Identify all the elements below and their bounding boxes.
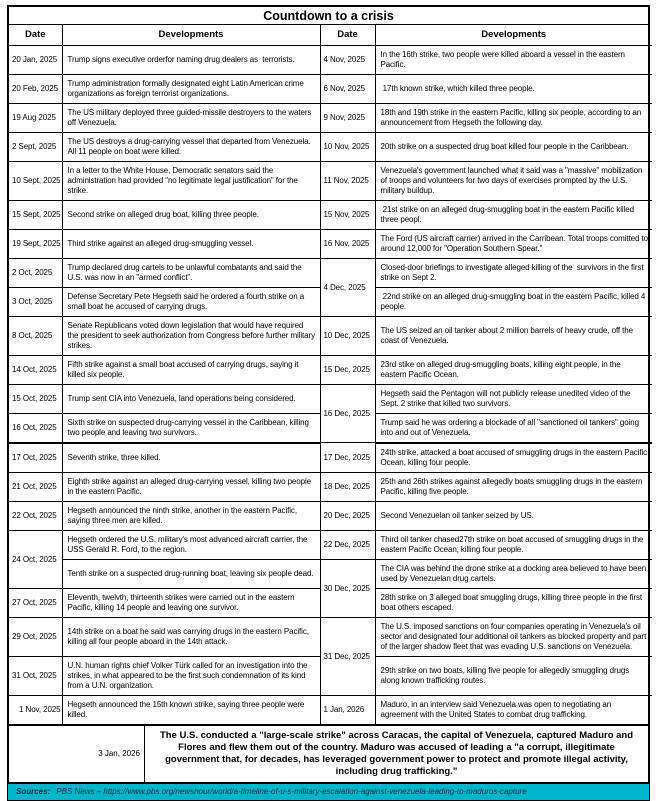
development-cell: In the 16th strike, two people were killed aboard a vessel in the eastern Pacific. (375, 45, 652, 74)
sources-text: PBS News – https://www.pbs.org/newshour/world/a-timeline-of-u-s-military-escalation-against-venezuela-leading-to-maduros-capture (56, 786, 527, 796)
date-cell: 1 Jan, 2026 (320, 695, 375, 724)
final-summary-text: The U.S. conducted a "large-scale strike" across Caracas, the capital of Venezuela, captured Maduro and Flores and flew them out of the country. Maduro was accused of leading a "a corrupt, illegitimate government that, for decades, has leveraged government power to protect and promote illegal activity, including drug trafficking." (159, 729, 636, 777)
timeline-row (9, 617, 652, 656)
date-cell: 3 Jan, 2026 (9, 726, 145, 782)
development-cell: Senate Republicans voted down legislation that would have required the president to seek authorization from Congress before further military strikes. (62, 316, 320, 355)
date-cell: 15 Nov, 2025 (320, 200, 375, 229)
date-cell: 29 Oct, 2025 (9, 617, 62, 656)
date-cell: 4 Nov, 2025 (320, 45, 375, 74)
development-cell: Defense Secretary Pete Hegseth said he ordered a fourth strike on a small boat he accused of carrying drugs. (62, 287, 320, 316)
development-cell: The US military deployed three guided-missile destroyers to the waters off Venezuela. (62, 103, 320, 132)
development-cell: Seventh strike, three killed. (62, 443, 320, 473)
timeline-table (7, 5, 650, 784)
column-header-developments-right: Developments (375, 25, 652, 45)
development-cell: 29th strike on two boats, killing five people for allegedly smuggling drugs along known trafficking routes. (375, 656, 652, 695)
timeline-row (9, 229, 652, 258)
date-cell: 9 Nov, 2025 (320, 103, 375, 132)
development-cell: 21st strike on an alleged drug-smuggling boat in the eastern Pacific killed three peopl. (375, 200, 652, 229)
timeline-body (9, 45, 652, 724)
timeline-row (9, 45, 652, 74)
development-cell: Eleventh, twelvth, thirteenth strikes were carried out in the eastern Pacific, killing 14 people and leaving one survivor. (62, 588, 320, 617)
timeline-grid (9, 25, 652, 724)
date-cell: 8 Oct, 2025 (9, 316, 62, 355)
development-cell: Hegseth announced the 15th known strike, saying three people were killed. (62, 695, 320, 724)
development-cell: In a letter to the White House, Democratic senators said the administration had provided "no legitimate legal justification" for the strike. (62, 161, 320, 200)
development-cell: The US destroys a drug-carrying vessel that departed from Venezuela. All 11 people on boat were killed. (62, 132, 320, 161)
development-cell: U.N. human rights chief Volker Türk called for an investigation into the strikes, in what appeared to be the first such condemnation of its kind from a U.N. organization. (62, 656, 320, 695)
timeline-row (9, 200, 652, 229)
date-cell: 15 Sept, 2025 (9, 200, 62, 229)
timeline-row (9, 103, 652, 132)
development-cell: Trump administration formally designated eight Latin American crime organizations as foreign terrorist organizations. (62, 74, 320, 103)
development-cell: The CIA was behind the drone strike at a docking area believed to have been used by Venezuelan drug cartels. (375, 559, 652, 588)
date-cell: 14 Oct, 2025 (9, 355, 62, 384)
column-header-date-left: Date (9, 25, 62, 45)
date-cell: 31 Dec, 2025 (320, 617, 375, 695)
development-cell: Third strike against an alleged drug-smuggling vessel. (62, 229, 320, 258)
date-cell: 27 Oct, 2025 (9, 588, 62, 617)
development-cell: Maduro, in an interview said Venezuela was open to negotiating an agreement with the United States to combat drug trafficking. (375, 695, 652, 724)
development-cell: 20th strike on a suspected drug boat killed four people in the Caribbean. (375, 132, 652, 161)
development-cell: Third oil tanker chased27th strike on boat accused of smuggling drugs in the eastern Pacific Ocean, killing four people. (375, 530, 652, 559)
date-cell: 19 Sept, 2025 (9, 229, 62, 258)
development-cell: Tenth strike on a suspected drug-running boat, leaving six people dead. (62, 559, 320, 588)
development-cell: Sixth strike on suspected drug-carrying vessel in the Caribbean, killing two people and leaving two survivors. (62, 413, 320, 443)
timeline-row (9, 530, 652, 559)
timeline-row (9, 384, 652, 413)
development-cell: 23rd stike on alleged drug-smuggling boats, killing eight people, in the eastern Pacific Ocean. (375, 355, 652, 384)
development-cell: 14th strike on a boat he said was carrying drugs in the eastern Pacific, killing all four people aboard in the 14th attack. (62, 617, 320, 656)
development-cell: Trump declared drug cartels to be unlawful combatants and said the U.S. was now in an "armed conflict". (62, 258, 320, 287)
final-summary-row (9, 724, 648, 782)
development-cell: 24th strike, attacked a boat accused of smuggling drugs in the eastern Pacific Ocean, killing four people. (375, 443, 652, 473)
development-cell: Hegseth said the Pentagon will not publicly release unedited video of the Sept. 2 strike that killed two survivors. (375, 384, 652, 413)
development-cell: The US seized an oil tanker about 2 million barrels of heavy crude, off the coast of Venezuela. (375, 316, 652, 355)
timeline-row (9, 501, 652, 530)
timeline-row (9, 132, 652, 161)
development-cell: 22nd strike on an alleged drug-smuggling boat in the eastern Pacific, killed 4 people. (375, 287, 652, 316)
date-cell: 20 Dec, 2025 (320, 501, 375, 530)
date-cell: 2 Sept, 2025 (9, 132, 62, 161)
development-cell: Venezuela's government launched what it said was a "massive" mobilization of troops and volunteers for two days of exercises prompted by the U.S. military buildup. (375, 161, 652, 200)
development-cell: Second Venezuelan oil tanker seized by US. (375, 501, 652, 530)
date-cell: 16 Nov, 2025 (320, 229, 375, 258)
date-cell: 17 Dec, 2025 (320, 443, 375, 473)
date-cell: 10 Dec, 2025 (320, 316, 375, 355)
development-cell: Trump signs executive orderfor naming drug dealers as terrorists. (62, 45, 320, 74)
development-cell: 17th known strike, which killed three people. (375, 74, 652, 103)
date-cell: 10 Nov, 2025 (320, 132, 375, 161)
development-cell: Trump sent CIA into Venezuela, land operations being considered. (62, 384, 320, 413)
timeline-row (9, 316, 652, 355)
development-cell: 28th strike on 3 alleged boat smuggling drugs, killing three people in the first boat others escaped. (375, 588, 652, 617)
date-cell: 11 Nov, 2025 (320, 161, 375, 200)
timeline-row (9, 695, 652, 724)
date-cell: 19 Aug 2025 (9, 103, 62, 132)
timeline-row (9, 161, 652, 200)
timeline-row (9, 559, 652, 588)
development-cell: Trump said he was ordering a blockade of all "sanctioned oil tankers" going into and out of Venezuela. (375, 413, 652, 443)
date-cell: 2 Oct, 2025 (9, 258, 62, 287)
date-cell: 3 Oct, 2025 (9, 287, 62, 316)
development-cell: The Ford (US aircraft carrier) arrived in the Carribean. Total troops comitted to around 12,000 for "Operation Southern Spear." (375, 229, 652, 258)
timeline-row (9, 443, 652, 473)
date-cell: 17 Oct, 2025 (9, 443, 62, 473)
timeline-row (9, 74, 652, 103)
date-cell: 15 Dec, 2025 (320, 355, 375, 384)
date-cell: 1 Nov, 2025 (9, 695, 62, 724)
date-cell: 10 Sept, 2025 (9, 161, 62, 200)
development-cell: 25th and 26th strikes against allegedly boats smuggling drugs in the eastern Pacific, killing five people. (375, 472, 652, 501)
date-cell: 31 Oct, 2025 (9, 656, 62, 695)
page-title: Countdown to a crisis (9, 7, 648, 25)
development-cell: Hegseth announced the ninth strike, another in the eastern Pacific, saying three men are killed. (62, 501, 320, 530)
date-cell: 30 Dec, 2025 (320, 559, 375, 617)
development-cell: 18th and 19th strike in the eastern Pacific, killing six people, according to an announcement from Hegseth the following day. (375, 103, 652, 132)
date-cell: 20 Feb, 2025 (9, 74, 62, 103)
timeline-row (9, 355, 652, 384)
date-cell: 22 Dec, 2025 (320, 530, 375, 559)
development-cell: Second strike on alleged drug boat, killing three people. (62, 200, 320, 229)
date-cell: 21 Oct, 2025 (9, 472, 62, 501)
date-cell: 4 Dec, 2025 (320, 258, 375, 316)
date-cell: 16 Dec, 2025 (320, 384, 375, 443)
timeline-row (9, 472, 652, 501)
date-cell: 15 Oct, 2025 (9, 384, 62, 413)
column-header-date-right: Date (320, 25, 375, 45)
sources-label: Sources: (16, 786, 51, 796)
development-cell: The U.S. imposed sanctions on four companies operating in Venezuela's oil sector and designated four additional oil tankers as blocked property and part of the larger shadow fleet that was evading U.S. sanctions on Venezuela. (375, 617, 652, 656)
timeline-row (9, 258, 652, 287)
development-cell: Eighth strike against an alleged drug-carrying vessel, killing two people in the eastern Pacific. (62, 472, 320, 501)
date-cell: 24 Oct, 2025 (9, 530, 62, 588)
development-cell: Fifth strike against a small boat accused of carrying drugs, saying it killed six people. (62, 355, 320, 384)
sources-bar (7, 784, 650, 801)
date-cell: 16 Oct, 2025 (9, 413, 62, 443)
column-header-developments-left: Developments (62, 25, 320, 45)
date-cell: 20 Jan, 2025 (9, 45, 62, 74)
development-cell: Hegseth ordered the U.S. military's most advanced aircraft carrier, the USS Gerald R. Ford, to the region. (62, 530, 320, 559)
date-cell: 22 Oct, 2025 (9, 501, 62, 530)
header-row (9, 25, 652, 45)
development-cell: Closed-door briefings to investigate alleged killing of the survivors in the first strike on Sept 2. (375, 258, 652, 287)
date-cell: 18 Dec, 2025 (320, 472, 375, 501)
date-cell: 6 Nov, 2025 (320, 74, 375, 103)
